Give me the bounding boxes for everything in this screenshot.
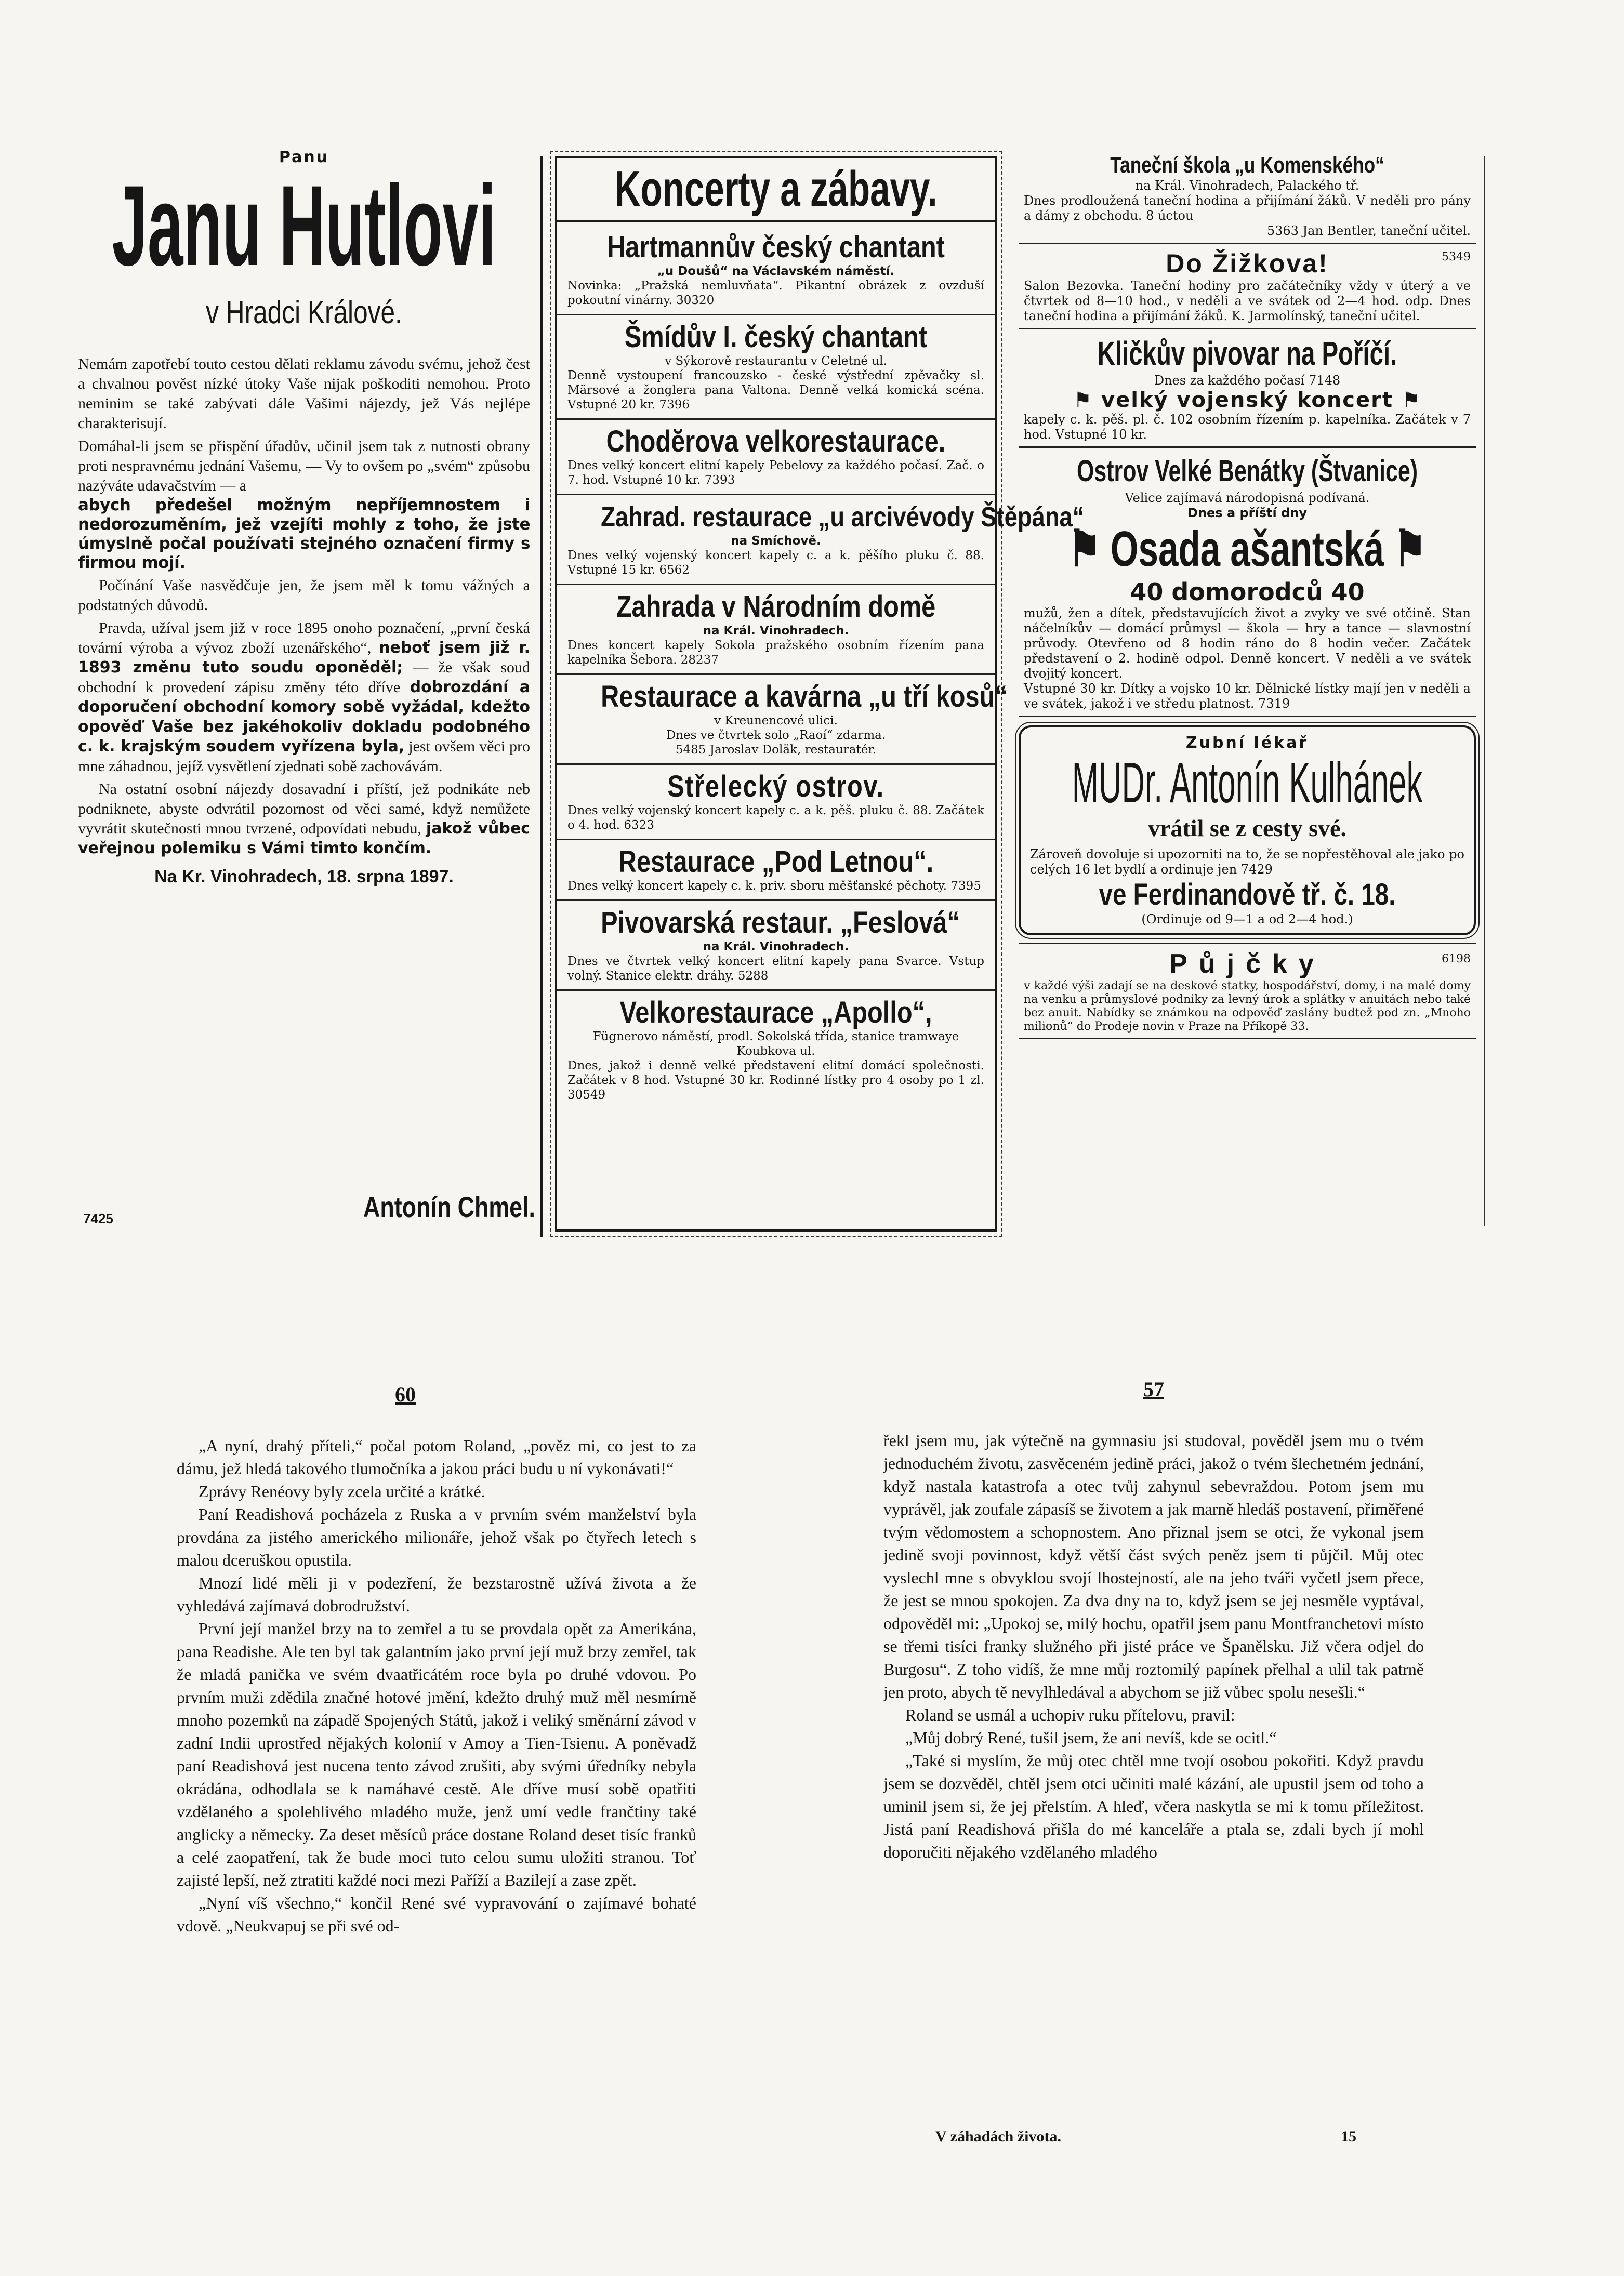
entry-line: Dnes velký vojenský koncert kapely c. a k. pěš. pluku č. 88. Začátek o 4. hod. 6323: [567, 804, 984, 832]
ending-bold: jakož vůbec veřejnou polemiku s Vámi timto končím.: [78, 819, 530, 857]
loans-number: 6198: [1442, 952, 1471, 965]
flag-icon: ⚑: [1068, 521, 1111, 577]
ad-number: 7425: [83, 1211, 113, 1226]
entry-line: „u Doušů“ na Václavském náměstí.: [657, 264, 895, 278]
section-title: Taneční škola „u Komenského“: [1110, 152, 1384, 178]
dentist-hours: (Ordinuje od 9—1 a od 2—4 hod.): [1141, 912, 1353, 927]
pravda-mid: — že však soud obchodní k provedení zápisu změny této dříve: [78, 659, 530, 696]
banner-text: velký vojenský koncert: [1101, 388, 1393, 412]
osada-text: Osada ašantská: [1110, 521, 1384, 577]
dentist-returned: vrátil se z cesty své.: [1148, 815, 1346, 841]
header-rule: [557, 220, 995, 222]
date-line: Na Kr. Vinohradech, 18. srpna 1897.: [154, 867, 454, 886]
paragraph: Domáhal-li jsem se přispění úřadův, učinil jsem tak z nutnosti obrany proti nespravnému jednání Vašemu, — Vy to ovšem po „svém“ způsobu nazýváte udavačstvím — a: [78, 438, 530, 494]
entry-title: Šmídův I. český chantant: [624, 320, 928, 354]
concert-banner: [1024, 388, 1471, 412]
addressee-name: Janu Hutlovi: [112, 162, 496, 289]
section-line: Dnes a příští dny: [1187, 506, 1307, 520]
entry-title: Střelecký ostrov.: [667, 770, 884, 803]
left-advertisement: [78, 148, 530, 1239]
entry-hartmann: [557, 226, 995, 315]
paragraph: Počínání Vaše nasvědčuje jen, že jsem měl k tomu vážných a podstatných důvodů.: [78, 577, 530, 614]
left-page-number: 60: [395, 1383, 416, 1406]
bold-statement: abych předešel možným nepříjemnostem i nedorozuměním, jež vzejíti mohly z toho, že jste úmyslně počal používati stejného označení firmy s firmou mojí.: [78, 496, 530, 572]
paragraph: Na ostatní osobní nájezdy dosavadní i příští, jež podnikáte neb podniknete, abyste odvrátil pozornost od věci samé, když nemůžete vyvrátit skutečnosti mnou tvrzené, odpovídati nebudu,: [78, 780, 530, 837]
section-line: Velice zajímavá národopisná podívaná.: [1125, 491, 1370, 505]
entry-line: Dnes koncert kapely Sokola pražského osobním řízením pana kapelníka Šebora. 28237: [567, 639, 984, 667]
section-line: na Král. Vinohradech, Palackého tř.: [1135, 178, 1359, 193]
entry-line: v Sýkorově restaurantu v Celetné ul.: [665, 354, 887, 368]
flag-icon: ⚑: [1073, 388, 1102, 412]
entry-line: v Kreunencové ulici.: [714, 714, 838, 727]
right-page-number: 57: [1143, 1378, 1164, 1401]
entry-title: Hartmannův český chantant: [607, 230, 945, 264]
entry-strelecky: [557, 765, 995, 840]
dance-school-komensky: [1019, 148, 1476, 244]
section-number: 5349: [1442, 250, 1471, 263]
dentist-ad: [1019, 725, 1476, 935]
section-line: Vstupné 30 kr. Dítky a vojsko 10 kr. Dělnické lístky mají jen v neděli a ve svátek, jakož i ve středu platnost. 7319: [1024, 681, 1471, 711]
entry-line: Dnes velký vojenský koncert kapely c. a k. pěšího pluku č. 88. Vstupné 15 kr. 6562: [567, 549, 984, 577]
dentist-address: ve Ferdinandově tř. č. 18.: [1099, 878, 1396, 911]
paragraph: „Můj dobrý René, tušil jsem, že ani nevíš, kde se ocitl.“: [905, 1728, 1277, 1747]
section-title: Ostrov Velké Benátky (Štvanice): [1076, 454, 1418, 488]
pravda-start: Pravda, užíval jsem již v roce 1895 onoho poznačení, „první česká tovární výroba a vývoz zboží uzenářského“,: [78, 619, 530, 656]
concerts-box: [555, 156, 1085, 1232]
entry-line: 5485 Jaroslav Doläk, restauratér.: [675, 743, 877, 757]
entry-tri-kosu: [557, 675, 1008, 765]
entry-line: Dnes, jakož i denně velké představení elitní domácí společnosti. Začátek v 8 hod. Vstupné 30 kr. Rodinné lístky pro 4 osoby po 1 zl. 30549: [567, 1059, 984, 1102]
paragraph: Zprávy Renéovy byly zcela určité a krátké.: [199, 1482, 485, 1501]
entry-title: Zahrad. restaurace „u arcivévody Štěpána“: [601, 501, 1085, 533]
entry-line: na Král. Vinohradech.: [703, 624, 849, 638]
section-line: mužů, žen a dítek, představujících život a zvyky ve své otčině. Stan náčelníkův — domácí průmysl — škola — hry a tance — slavnostní průvody. Otevřeno od 8 hodin ráno do 8 hodin večer. Začátek představení o 2. hodině odpol. Denně koncert. V neděli a ve svátek dvojitý koncert.: [1024, 606, 1471, 681]
section-line: Dnes prodloužená taneční hodina a přijímání žáků. V neděli pro pány a dámy z obchodu. 8 úctou: [1024, 193, 1471, 223]
salutation: Panu: [279, 148, 329, 166]
column-divider: [540, 156, 543, 1237]
footer-title: V záhadách života.: [935, 2128, 1061, 2145]
flag-icon: ⚑: [1393, 388, 1421, 412]
entry-line: Denně vystoupení francouzsko - české výstřední zpěvačky sl. Märsové a žonglera pana Valtona. Denně velká komická scéna. Vstupné 20 kr. 7396: [567, 369, 984, 412]
entry-line: Dnes ve čtvrtek velký koncert elitní kapely pana Svarce. Vstup volný. Stanice elektr. dráhy. 5288: [567, 955, 984, 983]
pravda-end: jest ovšem věci pro mne záhadnou, jejíž vysvětlení zjednati sobě zachovávám.: [78, 738, 530, 775]
paragraph: „A nyní, drahý příteli,“ počal potom Roland, „pověz mi, co jest to za dámu, jež hledá takového tlumočníka a jakou práci budu u ní vykonávati!“: [177, 1436, 696, 1478]
pravda-bold: neboť jsem již r. 1893 změnu tuto soudu oponěděl;: [78, 639, 530, 677]
flag-icon: ⚑: [1384, 521, 1427, 577]
paragraph: Paní Readishová pocházela z Ruska a v prvním svém manželství byla provdána za jistého amerického milionáře, jehož však po čtyřech letech s malou dceruškou opustila.: [177, 1505, 696, 1569]
right-advertisements: [1019, 148, 1476, 1239]
dance-zizkov: [1019, 244, 1476, 329]
dentist-text: Zároveň dovoluje si upozorniti na to, že se nopřestěhoval ale jako po celých 16 let bydlí a ordinuje jen 7429: [1030, 847, 1464, 877]
entry-narodni-dum: [557, 585, 995, 675]
entry-line: Novinka: „Pražská nemluvňata“. Pikantní obrázek z ovzduší pokoutní vinárny. 30320: [567, 279, 984, 307]
entry-line: na Král. Vinohradech.: [703, 940, 849, 954]
right-edge-rule: [1484, 156, 1485, 1226]
paragraph: „Nyní víš všechno,“ končil René své vypravování o zajímavé bohaté vdově. „Neukvapuj se při své od-: [177, 1894, 696, 1935]
ostrov-benatky: [1019, 448, 1476, 717]
klicka-brewery: [1019, 329, 1476, 448]
section-line: 5363 Jan Bentler, taneční učitel.: [1266, 223, 1471, 238]
entry-line: na Smíchově.: [731, 534, 821, 548]
dentist-label: Zubní lékař: [1185, 734, 1309, 752]
loans-text: v každé výši zadají se na deskové statky, hospodářství, domy, i na malé domy na venku a průmyslové podniky za levný úrok a splátky v anuitách nebo také bez anuit. Nabídky se známkou na odpověď zaslány budtež pod zn. „Mnoho milionů“ do Prodeje novin v Praze na Příkopě 33.: [1024, 980, 1471, 1033]
loans-title: Půjčky: [1169, 949, 1325, 979]
section-line: kapely c. k. pěš. pl. č. 102 osobním řízením p. kapelníka. Začátek v 7 hod. Vstupné 10 kr.: [1024, 412, 1471, 442]
section-title: Do Žižkova!: [1166, 249, 1329, 278]
count-line: 40 domorodců 40: [1130, 578, 1365, 606]
entry-feslova: [557, 901, 995, 991]
paragraph: První její manžel brzy na to zemřel a tu se provdala opět za Amerikána, pana Readishe. Ale ten byl tak galantním jako první její muž brzy zemřel, tak že mladá panička ve svém dvaatřicátém roce byla po druhé vdovou. Po prvním muži zdědila značné hotové jmění, kdežto druhý muž měl nesmírně mnoho pozemků na západě Spojených Států, jakož i veliký směnární závod v zadní Indii uprostřed nějakých kolonií v Amoy a Tien-Tsienu. A poněvadž paní Readishová jest nucena tento závod zrušiti, aby svými úředníky nebyla okrádána, odhodlala se k namáhavé cestě. Ale dříve musí sobě opatřiti vzdělaného a spolehlivého mladého muže, jenž umí vedle frančtiny také anglicky a německy. Za deset měsíců práce dostane Roland deset tisíc franků a celé zaopatření, tak že bude moci tuto celou sumu uložiti stranou. Toť zajisté lepší, než ztratiti každé noci mezi Paříží a Bazilejí a zase zpět.: [177, 1619, 696, 1889]
entry-title: Restaurace a kavárna „u tří kosů“: [601, 680, 1008, 713]
box-header: Koncerty a zábavy.: [614, 161, 938, 217]
entry-title: Zahrada v Národním domě: [616, 590, 936, 624]
section-title: Kličkův pivovar na Poříčí.: [1097, 335, 1397, 372]
pravda-bold2: dobrozdání a doporučení obchodní komory sobě vyžádal, kdežto opověď Vaše bez jakéhokoliv dokladu podobného c. k. krajským soudem vyřízena byla,: [78, 678, 530, 756]
entry-line: Dnes ve čtvrtek solo „Raoí“ zdarma.: [666, 729, 886, 742]
addressee-place: v Hradci Králové.: [206, 295, 402, 330]
footer-number: 15: [1341, 2128, 1356, 2145]
signature: Antonín Chmel.: [363, 1190, 535, 1223]
entry-title: Restaurace „Pod Letnou“.: [618, 845, 934, 879]
section-line: Salon Bezovka. Taneční hodiny pro začátečníky vždy v úterý a ve čtvrtek od 8—10 hod., v neděli a ve svátek od 2—4 hod. odp. Dnes taneční hodina a přijímání žáků. K. Jarmolínský, taneční učitel.: [1024, 279, 1471, 323]
entry-title: Chodĕrova velkorestaurace.: [606, 425, 946, 458]
entry-choder: [557, 420, 995, 495]
paragraph-pravda: [78, 618, 530, 776]
dentist-name: MUDr. Antonín Kulhánek: [1072, 751, 1423, 815]
paragraph: Roland se usmál a uchopiv ruku přítelovu, pravil:: [905, 1705, 1235, 1724]
section-line: Dnes za každého počasí 7148: [1154, 373, 1341, 388]
entry-line: Fügnerovo náměstí, prodl. Sokolská třída, stanice tramwaye Koubkova ul.: [592, 1030, 959, 1058]
entry-apollo: [557, 991, 995, 1108]
paragraph-ending: [78, 779, 530, 858]
entry-smid: [557, 315, 995, 420]
entry-line: Dnes velký koncert elitní kapely Pebelovy za každého počasí. Zač. o 7. hod. Vstupné 10 kr. 7393: [567, 459, 984, 487]
entry-line: Dnes velký koncert kapely c. k. priv. sboru měšťanské pěchoty. 7395: [567, 879, 981, 893]
right-book-page: [883, 1429, 1424, 2125]
paragraph: Nemám zapotřebí touto cestou dělati reklamu závodu svému, jehož čest a chvalnou pověst nízké útoky Vaše nijak poškoditi nemohou. Proto neminim se také zabývati dále Vašimi nájezdy, jež Vás nejlépe charakterisují.: [78, 355, 530, 432]
entry-title: Pivovarská restaur. „Feslová“: [601, 906, 960, 939]
entry-title: Velkorestaurace „Apollo“,: [619, 996, 932, 1029]
paragraph: řekl jsem mu, jak výtečně na gymnasiu jsi studoval, pověděl jsem mu o tvém jednoduchém životu, zasvěceném jedině práci, jakož o tvém šlechetném jednání, když nastala katastrofa a otec tvůj zahynul sebevraždou. Potom jsem mu vyprávěl, jak zoufale zápasíš se životem a jak marně hledáš postavení, přiměřené tvým vědomostem a schopnostem. Ano přiznal jsem se otci, že vykonal jsem jedině svoji povinnost, když větší část svých peněz jsem ti půjčil. Můj otec vyslechl mne s obvyklou svojí lhostejností, ale na jeho tváři vyčetl jsem přece, že jest se mnou spokojen. Za dva dny na to, když jsem se jej nesměle vyptával, odpověděl mi: „Upokoj se, milý hochu, opatřil jsem panu Montfranchetovi místo se třemi tisíci franky služného při jisté práce ve Španělsku. Již včera odjel do Burgosu“. Z toho vidíš, že mne můj roztomilý papínek přelhal a ulil tak patrně jen proto, abych tě nevylhledával a abychom se již vůbec spolu nesešli.“: [883, 1431, 1424, 1701]
entry-pod-letnou: [557, 840, 995, 901]
paragraph: „Také si myslím, že můj otec chtěl mne tvojí osobou pokořiti. Když pravdu jsem se dozvěděl, chtěl jsem otci učiniti malé kázání, ale upustil jsem od toho a uminil jsem si, že jej přelstím. A hleď, včera naskytla se mi k tomu příležitost. Jistá paní Readishová přišla do mé kanceláře a ptala se, zdali bych jí mohl doporučiti nějakého vzdělaného mladého: [883, 1751, 1424, 1861]
paragraph: Mnozí lidé měli ji v podezření, že bezstarostně užívá života a že vyhledává zajímavá dobrodružství.: [177, 1573, 696, 1615]
loans-ad: [1019, 943, 1476, 1039]
osada-title: [1049, 521, 1445, 578]
entry-stepan: [557, 495, 1085, 585]
left-book-page: [177, 1434, 696, 2131]
